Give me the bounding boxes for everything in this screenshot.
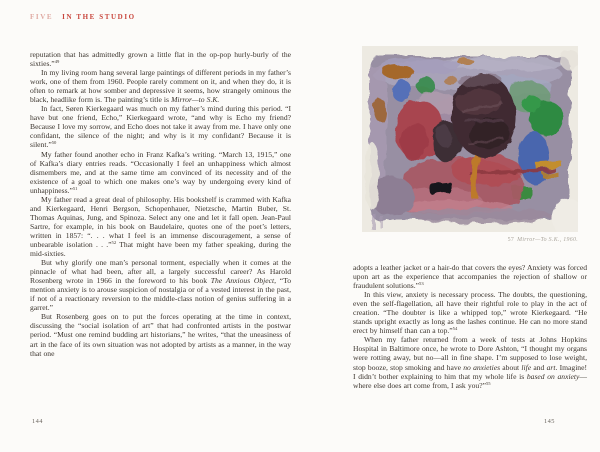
paragraph: My father found another echo in Franz Kafka’s writing. “March 13, 1915,” one of Kafka’s diary entries reads. “Occasionally I feel an unhappiness which almost dismembers me, and at the same time am convinced of its necessity and of the existence of a goal to which one makes one’s way by undergoing every kind of unhappiness.”$^{51}$ bbox=[30, 149, 291, 195]
figure-caption bbox=[362, 237, 578, 243]
figure-number: 57 bbox=[507, 237, 515, 243]
right-page-text-column bbox=[353, 263, 587, 390]
paragraph: In fact, Søren Kierkegaard was much on my father’s mind during this period. “I have but one friend, Echo,” Kierkegaard wrote, “and why is Echo my friend? Because I love my sorrow, and Echo does not take it away from me. I have only one confidant, the silence of the night; and why is it my confidant? Because it is silent.”$^{50}$ bbox=[30, 104, 291, 150]
paragraph: But why glorify one man’s personal torment, especially when it comes at the pinnacle of what had been, after all, a largely successful career? As Harold Rosenberg wrote in 1966 in the foreword to his book The Anxious Object, “To mention anxiety is to arouse suspicion of nostalgia or of a vested interest in the past, if not of a reactionary reversion to the middle-class notion of genius suffering in a garret.” bbox=[30, 258, 292, 313]
paragraph: adopts a leather jacket or a hair-do that covers the eyes? Anxiety was forced upon art as the experience that accompanies the rejection of shallow or fraudulent solutions.”$^{53}$ bbox=[353, 263, 587, 291]
figure-title: Mirror—To S.K., 1960. bbox=[517, 237, 578, 243]
chapter-title-label: IN THE STUDIO bbox=[62, 13, 136, 21]
chapter-number-label: FIVE bbox=[30, 13, 54, 21]
paragraph: In this view, anxiety is necessary process. The doubts, the questioning, even the self-flagellation, all have their rightful role to play in the act of creation. “The doubter is like a whipped top,” wrote Kierkegaard. “He stands upright exactly as long as the lashes continue. He can no more stand erect by himself than can a top.”$^{54}$ bbox=[353, 290, 587, 336]
paragraph: In my living room hang several large paintings of different periods in my father’s work, one of them from 1960. People rarely comment on it, and when they do, it is often to remark at how somber and depressive it seems, how strangely ominous the black, headlike form is. The painting’s title is Mirror—to S.K. bbox=[30, 68, 291, 105]
page-number-left: 144 bbox=[32, 418, 43, 425]
page-number-right: 145 bbox=[544, 418, 555, 425]
paragraph: My father read a great deal of philosophy. His bookshelf is crammed with Kafka and Kierkegaard, Henri Bergson, Schopenhauer, Nietzsche, Martin Buber, St. Thomas Aquinas, Jung, and Spinoza. Select any one and let it fall open. Jean-Paul Sartre, for example, in his book on Baudelaire, quotes one of the poet’s letters, written in 1857: “. . . what I feel is an immense discouragement, a sense of unbearable isolation . . .”$^{52}$ That might have been my father speaking, during the mid-sixties. bbox=[30, 194, 291, 259]
paragraph: reputation that has admittedly grown a little flat in the op-pop hurly-burly of the sixties.”$^{49}$ bbox=[30, 50, 291, 69]
painting-mirror-to-sk bbox=[362, 46, 578, 232]
abstract-painting-image bbox=[362, 46, 578, 232]
paragraph: When my father returned from a week of tests at Johns Hopkins Hospital in Baltimore once, he wrote to Dore Ashton, “I thought my organs were rotting away, but no—all in fine shape. I’m supposed to lose weight, stop booze, stop smoking and have no anxieties about life and art. Imagine! I didn’t bother explaining to him that my whole life is based on anxiety—where else does art come from, I ask you?”$^{55}$ bbox=[353, 335, 587, 390]
paragraph: But Rosenberg goes on to put the forces operating at the time in context, discussing the “social isolation of art” that had confronted artists in the postwar period. “Must one remind budding art historians,” he writes, “that the uneasiness of art in the face of its own situation was not adopted by artists as a manner, in the way that one bbox=[30, 312, 291, 358]
running-header bbox=[30, 13, 136, 21]
left-page-text-column bbox=[30, 50, 291, 358]
